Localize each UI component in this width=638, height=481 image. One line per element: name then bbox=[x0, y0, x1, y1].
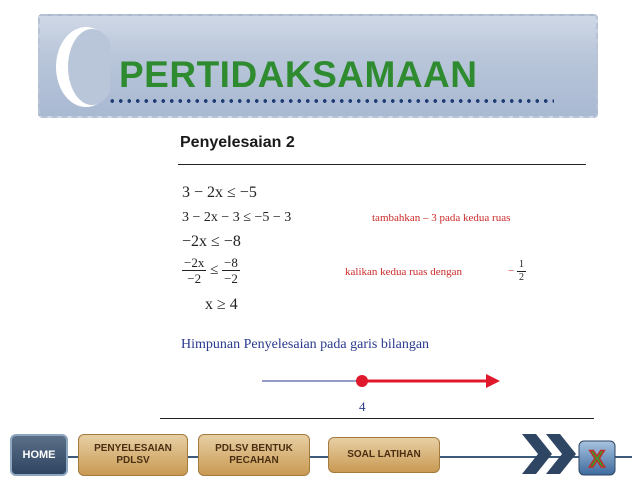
exit-icon bbox=[578, 440, 616, 476]
step-4-relation: ≤ bbox=[210, 261, 219, 278]
section-subtitle: Penyelesaian 2 bbox=[180, 134, 295, 151]
factor-sign: − bbox=[508, 265, 515, 278]
step-4 bbox=[182, 255, 240, 286]
number-line-point-label: 4 bbox=[359, 399, 366, 414]
content-bottom-divider bbox=[160, 418, 594, 419]
closed-point-marker bbox=[356, 375, 368, 387]
step-3: −2x ≤ −8 bbox=[182, 233, 241, 250]
step-4-right-numerator: −8 bbox=[224, 255, 238, 270]
exit-label: X bbox=[588, 446, 606, 473]
title-dotted-underline bbox=[108, 98, 554, 104]
note-multiply: kalikan kedua ruas dengan bbox=[345, 266, 462, 278]
page-title: PERTIDAKSAMAAN bbox=[119, 54, 478, 95]
penyelesaian-pdlsv-button[interactable]: PENYELESAIAN PDLSV bbox=[78, 434, 188, 476]
step-1: 3 − 2x ≤ −5 bbox=[182, 184, 257, 201]
step-4-left-fraction bbox=[182, 255, 206, 286]
factor-fraction bbox=[517, 259, 526, 284]
factor-numerator: 1 bbox=[518, 259, 524, 270]
step-5: x ≥ 4 bbox=[205, 296, 238, 313]
himpunan-caption: Himpunan Penyelesaian pada garis bilangan bbox=[181, 337, 430, 352]
note-add: tambahkan – 3 pada kedua ruas bbox=[372, 212, 511, 224]
note-multiply-factor bbox=[508, 259, 526, 284]
number-line bbox=[262, 369, 502, 393]
step-4-right-fraction bbox=[222, 255, 240, 286]
step-4-right-denominator: −2 bbox=[224, 271, 238, 286]
step-4-left-denominator: −2 bbox=[187, 271, 202, 286]
step-2: 3 − 2x − 3 ≤ −5 − 3 bbox=[182, 210, 292, 225]
step-4-left-numerator: −2x bbox=[184, 255, 205, 270]
soal-latihan-button[interactable]: SOAL LATIHAN bbox=[328, 437, 440, 473]
next-chevrons-icon[interactable] bbox=[522, 434, 580, 474]
subtitle-divider bbox=[178, 164, 586, 165]
pdlsv-pecahan-button[interactable]: PDLSV BENTUK PECAHAN bbox=[198, 434, 310, 476]
header-decoration-icon bbox=[40, 15, 110, 117]
arrow-right-icon bbox=[486, 374, 500, 388]
factor-denominator: 2 bbox=[518, 272, 524, 283]
home-button[interactable]: HOME bbox=[10, 434, 68, 476]
exit-button[interactable] bbox=[578, 440, 616, 476]
